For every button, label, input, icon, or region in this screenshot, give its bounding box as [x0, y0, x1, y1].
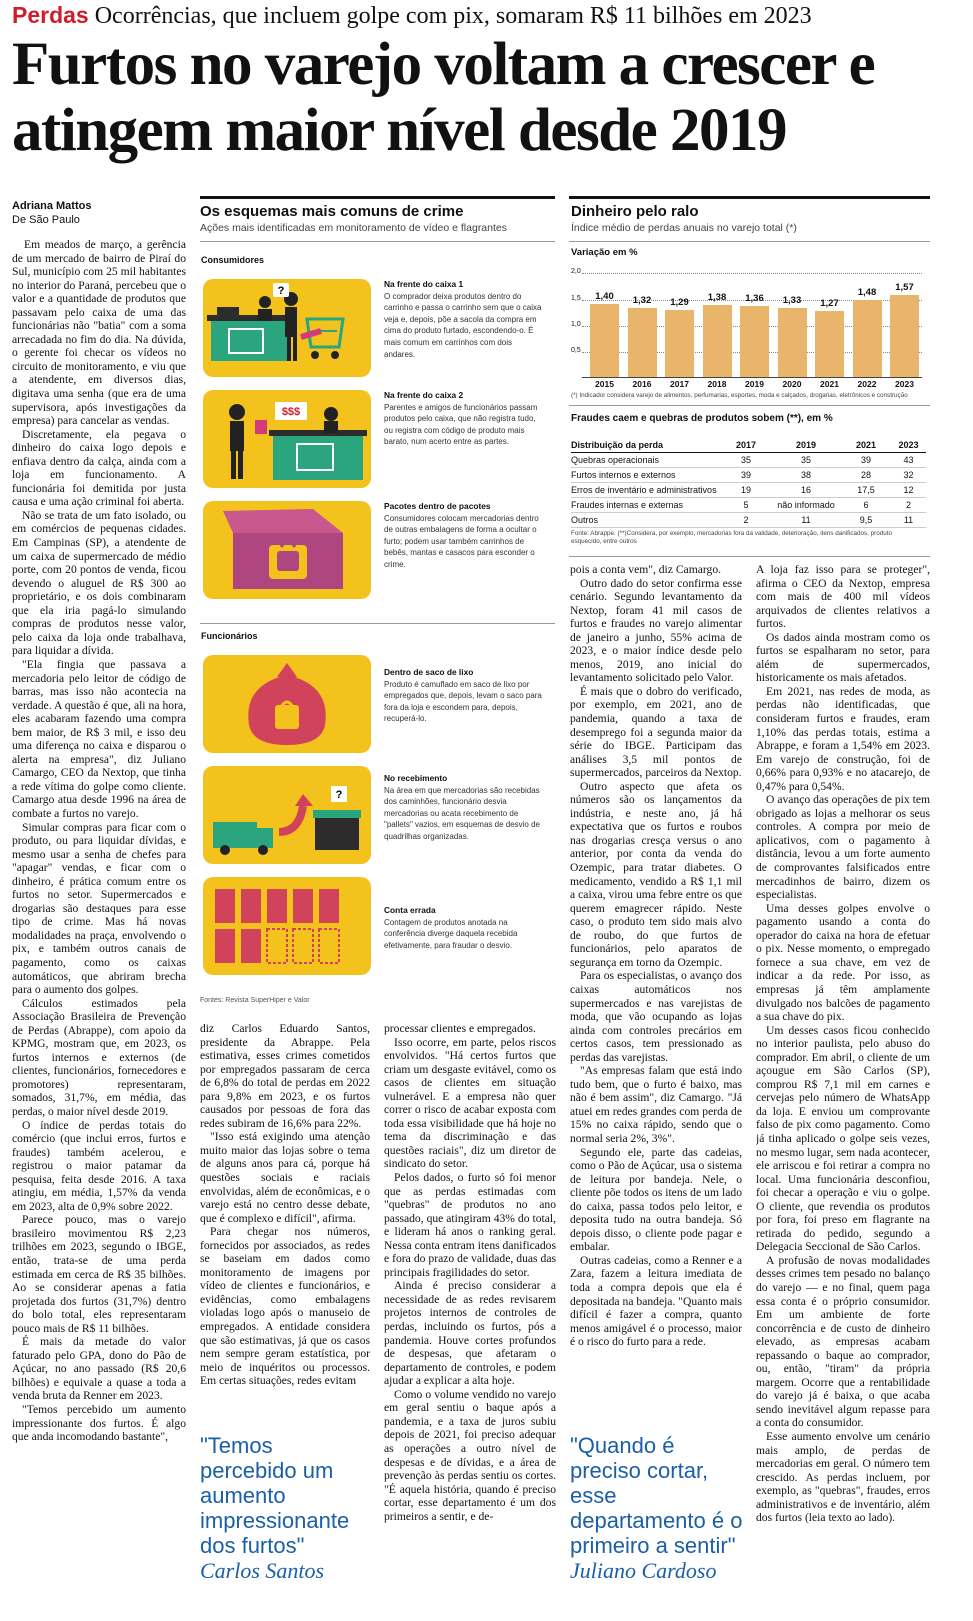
item-text — [384, 501, 544, 571]
table-cell: 2 — [891, 498, 926, 513]
table-cell: Erros de inventário e administrativos — [571, 483, 721, 498]
item-text — [384, 667, 544, 725]
item-text — [384, 905, 544, 951]
bar-2016 — [628, 308, 657, 377]
table-cell: 39 — [721, 468, 771, 483]
table-cell: Outros — [571, 513, 721, 528]
bar-2018 — [703, 305, 732, 377]
bar-value-label: 1,29 — [670, 296, 689, 308]
table-row — [571, 498, 926, 513]
table-cell: 39 — [841, 453, 891, 468]
byline-author: Adriana Mattos — [12, 200, 92, 212]
item-description: Contagem de produtos anotada na conferência diverge daquela recebida efetivamente, para fraudar o desvio. — [384, 917, 518, 950]
bar-2023 — [890, 295, 919, 377]
bar-value-label: 1,57 — [895, 282, 914, 294]
paragraph: A profusão de novas modalidades desses crimes tem pesado no balanço do varejo — e no final, quem paga essa conta é o próprio consumidor. Em um ambiente de forte concorrência e de custo de dinheiro elevado, as empresas acabam repassando o baque ao comprador, ou, então, "tiram" da própria margem. Ocorre que a rentabilidade do varejo já é baixa, o que acaba sendo inevitável algum repasse para a conta do consumidor. — [756, 1253, 930, 1430]
bar-value-label: 1,48 — [857, 287, 877, 299]
item-text — [384, 390, 544, 448]
rubric — [12, 0, 962, 31]
pull-quote — [570, 1433, 750, 1583]
paragraph: Para chegar nos números, fornecidos por associados, as redes se baseiam em dados como monitoramento de imagens por vídeo de clientes e funcionários, e evidências, como embalagens violadas logo após o manuseio de empregados. A entidade considera que são estimativas, já que os casos nem sempre geram estatística, por meio de inquéritos ou processos. Em certas situações, redes evitam — [200, 1225, 370, 1388]
x-tick-label: 2023 — [895, 379, 914, 389]
bar-value-label: 1,32 — [632, 295, 652, 307]
chart-top-rule — [569, 196, 930, 199]
table-cell: 28 — [841, 468, 891, 483]
item-title: Na frente do caixa 2 — [384, 390, 464, 400]
byline-place: De São Paulo — [12, 214, 80, 226]
paragraph: diz Carlos Eduardo Santos, presidente da Abrappe. Pela estimativa, esses crimes cometidos por empregados passaram de cerca de 6,8% do total de perdas em 2022 para 9,8% em 2023, e os furtos causados por pessoas de fora das redes subiram de 16,6% para 22%. — [200, 1022, 370, 1130]
paragraph: O índice de perdas totais do comércio (que inclui erros, furtos e fraudes) também acelerou, e registrou o maior patamar da pesquisa, feita desde 2016. A taxa atingiu, em média, 1,57% da venda em 2023, alta de 0,9% sobre 2022. — [12, 1118, 186, 1213]
bar-2019 — [740, 306, 769, 377]
item-description: Consumidores colocam mercadorias dentro de outras embalagens de forma a ocultar o furto; podem usar também carrinhos de bebês, mantas e casacos para esconder o crime. — [384, 513, 539, 569]
section-consumidores: Consumidores — [201, 255, 265, 265]
x-tick-label: 2018 — [707, 379, 727, 389]
pull-quote-author: Carlos Santos — [200, 1558, 325, 1583]
headline: Furtos no varejo voltam a crescer e atingem maior nível desde 2019 — [12, 31, 875, 164]
section-funcionarios: Funcionários — [201, 631, 258, 641]
infographic-top-rule — [200, 196, 555, 199]
bar-value-label: 1,40 — [595, 291, 614, 303]
question-mark: ? — [335, 789, 343, 801]
paragraph: Como o volume vendido no varejo em geral sentiu o baque após a pandemia, e a taxa de juros subiu depois de 2021, foi preciso adequar as operações a outro nível de despesas e de dívidas, e a área de prevenção às perdas sentiu os cortes. "É aquela história, quando é preciso cortar, esse departamento é um dos primeiros a sentir, e de- — [384, 1387, 556, 1523]
paragraph: Em meados de março, a gerência de um mercado de bairro de Piraí do Sul, município com 25 mil habitantes no interior do Paraná, percebeu que o valor e a quantidade de produtos que passavam pelo caixa de uma das funcionárias não "batia" com a soma arrecadada no fim do dia. Na dúvida, o gerente foi checar os vídeos no circuito de monitoramento, e viu que a atendente, em diversos dias, digitava uma senha (que era de uma supervisora, após investigações da empresa) para cancelar as vendas. — [12, 238, 186, 428]
body-column-2 — [200, 1022, 370, 1432]
x-tick-label: 2019 — [745, 379, 764, 389]
pull-quote-author: Juliano Cardoso — [570, 1558, 717, 1583]
table-cell: 35 — [721, 453, 771, 468]
paragraph: "Ela fingia que passava a mercadoria pelo leitor de código de barras, mas isso não acontecia na verdade. A questão é que, ali na hora, eles acabaram fazendo uma compra bem maior, de R$ 3 mil, e isso deu uma diferença no caixa e disparou o alerta na empresa", diz Juliano Camargo, CEO da Nextop, que tinha a rede vítima do golpe como cliente. Camargo atua desde 1996 na área de combate a furtos no varejo. — [12, 657, 186, 820]
paragraph: Para os especialistas, o avanço dos caixas automáticos nos supermercados e nas varejistas de moda, que vão ocupando as lojas ainda com controles precários em certos casos, tem pressionado as perdas das varejistas. — [570, 969, 742, 1064]
loss-table — [571, 438, 926, 528]
paragraph: Não se trata de um fato isolado, ou em comércios de pequenas cidades. Em Campinas (SP), a atendente de um caixa de supermercado de médio porte, com 20 pontos de venda, ficou devendo o aluguel de R$ 300 ao proprietário, e os dois combinaram que ela iria pagá-lo simulando compras de produtos nesse valor, pelo caixa da loja onde trabalhava, para liquidar a dívida. — [12, 508, 186, 658]
paragraph: Simular compras para ficar com o produto, ou para liquidar dívidas, e mesmo usar a senha de chefes para "apagar" vendas, e ficar com o dinheiro, é prática comum entre os furtos no setor. Supermercados e drogarias são destaques para esse tipo de crime. Mas há novas modalidades na praça, envolvendo o pix, e também outros canais de pagamento, como os caixas automáticos, que abriram brecha para o aumento dos golpes. — [12, 820, 186, 997]
paragraph: Segundo ele, parte das cadeias, como o Pão de Açúcar, usa o sistema de leitura por bandeja. Nele, o cliente põe todos os itens de um lado do caixa, passa todos pelo leitor, e deposita tudo na outra bandeja. Só depois disso, o cliente pode pagar e embalar. — [570, 1145, 742, 1254]
divider — [569, 241, 930, 242]
bar-value-label: 1,27 — [820, 297, 839, 309]
table-header: 2019 — [771, 438, 841, 453]
divider — [569, 556, 930, 557]
bar-2022 — [853, 300, 882, 377]
y-tick: 2,0 — [571, 268, 581, 275]
item-title: Dentro de saco de lixo — [384, 667, 474, 677]
illustration-truck-receiving — [203, 766, 371, 864]
x-tick-label: 2015 — [595, 379, 614, 389]
rubric-text: Ocorrências, que incluem golpe com pix, somaram R$ 11 bilhões em 2023 — [94, 3, 812, 29]
chart-note: (*) Indicador considera varejo de alimentos, perfumarias, esportes, moda e calçados, drogarias, eletrônicos e construção — [571, 392, 908, 399]
illustration-inventory-boxes — [203, 877, 371, 975]
infographic-source: Fontes: Revista SuperHiper e Valor — [200, 997, 310, 1004]
item-description: O comprador deixa produtos dentro do carrinho e passa o carrinho sem que o caixa veja e, depois, põe a sacola da compra em cima do produto furtado, escondendo-o. É mais comum em carrinhos com dois andares. — [384, 291, 542, 359]
table-cell: 11 — [891, 513, 926, 528]
rubric-tag: Perdas — [12, 2, 89, 28]
table-header: 2017 — [721, 438, 771, 453]
paragraph: Cálculos estimados pela Associação Brasileira de Prevenção de Perdas (Abrappe), com apoio da KPMG, mostram que, em 2023, os furtos internos e externos (de clientes, funcionários, fornecedores e promotores) representaram, somados, 31,7%, em média, das perdas, o maior nível desde 2019. — [12, 996, 186, 1118]
table-header: 2021 — [841, 438, 891, 453]
pull-quote-text: "Temos percebido um aumento impressionante dos furtos" — [200, 1433, 350, 1558]
chart-title: Dinheiro pelo ralo — [571, 203, 699, 220]
table-cell: 43 — [891, 453, 926, 468]
paragraph: Esse aumento envolve um cenário mais amplo, de perdas de mercadorias em geral. O número tem crescido. As perdas incluem, por exemplo, as "quebras", fraudes, erros administrativos e de inventário, além dos furtos (leia texto ao lado). — [756, 1430, 930, 1525]
bar-value-label: 1,38 — [707, 292, 727, 304]
x-tick-label: 2016 — [632, 379, 652, 389]
byline — [12, 199, 91, 227]
x-tick-label: 2017 — [670, 379, 689, 389]
illustration-checkout-accomplice — [203, 390, 371, 488]
item-description: Produto é camuflado em saco de lixo por empregados que, depois, levam o saco para fora da loja e escondem para, depois, recuperá-lo. — [384, 679, 542, 724]
body-column-4 — [570, 563, 742, 1433]
bar-2015 — [590, 304, 619, 377]
table-cell: 12 — [891, 483, 926, 498]
table-cell: 38 — [771, 468, 841, 483]
table-cell: 5 — [721, 498, 771, 513]
table-header: 2023 — [891, 438, 926, 453]
x-tick-label: 2022 — [857, 379, 877, 389]
illustration-checkout-cart — [203, 279, 371, 377]
body-column-5 — [756, 563, 930, 1618]
paragraph: Em 2021, nas redes de moda, as perdas não identificadas, que consideram furtos e fraudes, eram 1,10% das perdas totais, estima a Abrappe, e foram a 1,54% em 2023. Em varejo de construção, foi de 0,66% para 0,93% e no atacarejo, de 0,47% para 0,54%. — [756, 684, 930, 793]
table-cell: 35 — [771, 453, 841, 468]
table-header-row — [571, 438, 926, 453]
chart-ylabel: Variação em % — [571, 247, 638, 258]
paragraph: Outro dado do setor confirma esse cenário. Segundo levantamento da Nextop, foram 41 mil casos de furtos e fraudes no varejo alimentar de janeiro a junho, 55% acima de 2023, e o maior índice desde pelo menos, 2019, ano inicial do levantamento solicitado pelo Valor. — [570, 576, 742, 685]
table-title: Fraudes caem e quebras de produtos sobem (**), em % — [571, 413, 833, 424]
paragraph: Um desses casos ficou conhecido no interior paulista, pelo abuso do comprador. Em abril, o cliente de um açougue em São Carlos (SP), comprou R$ 7,1 mil em carnes e cervejas pelo número de WhatsApp da loja. E enviou um comprovante falso de pix como pagamento. Como já tinha aplicado o golpe seis vezes, no mesmo lugar, sem nada acontecer, ele arriscou e foi retirar a compra no local. Uma funcionária desconfiou, foi checar a operação e viu o golpe. O cliente, que revendia os produtos por fora, foi preso em flagrante na retirada do pedido, segundo a Delegacia Seccional de São Carlos. — [756, 1023, 930, 1254]
bar-value-label: 1,36 — [745, 293, 764, 305]
table-row — [571, 513, 926, 528]
table-cell: 17,5 — [841, 483, 891, 498]
table-cell: 32 — [891, 468, 926, 483]
item-title: Na frente do caixa 1 — [384, 279, 464, 289]
divider — [200, 623, 555, 624]
divider — [569, 405, 930, 406]
paragraph: Os dados ainda mostram como os furtos se espalharam no setor, para além de supermercados, historicamente os mais afetados. — [756, 630, 930, 685]
table-cell: Quebras operacionais — [571, 453, 721, 468]
pull-quote — [200, 1433, 375, 1583]
item-title: Pacotes dentro de pacotes — [384, 501, 491, 511]
paragraph: Isso ocorre, em parte, pelos riscos envolvidos. "Há certos furtos que criam um desgaste evitável, como os casos de clientes em situação vulnerável. E a empresa não quer correr o risco de acabar exposta com toda essa visibilidade que há hoje no tema da discriminação e das questões raciais", diz um diretor de sindicato do setor. — [384, 1035, 556, 1171]
paragraph: Discretamente, ela pegava o dinheiro do caixa logo depois e enfiava dentro da calça, ainda com a loja em funcionamento. A funcionária foi demitida por justa causa e uma ação criminal foi aberta. — [12, 427, 186, 509]
table-header: Distribuição da perda — [571, 438, 721, 453]
item-title: Conta errada — [384, 905, 436, 915]
chart-subtitle: Índice médio de perdas anuais no varejo total (*) — [571, 222, 797, 234]
infographic-title: Os esquemas mais comuns de crime — [200, 203, 464, 220]
table-cell: não informado — [771, 498, 841, 513]
gridline — [582, 273, 922, 274]
bar-2021 — [815, 311, 844, 377]
bar-2020 — [778, 308, 807, 377]
item-description: Na área em que mercadorias são recebidas dos caminhões, funcionário desvia mercadorias ou acata recebimento de "pallets" vazios, em esquemas de desvio de quadrilhas organizadas. — [384, 785, 540, 841]
paragraph: Outras cadeias, como a Renner e a Zara, fazem a leitura imediata de toda a compra depois que ela é depositada na bandeja. "Quanto mais difícil é fazer a compra, quanto menos amigável é o processo, maior é o risco do furto para a rede. — [570, 1253, 742, 1349]
x-tick-label: 2021 — [820, 379, 839, 389]
paragraph: A loja faz isso para se proteger", afirma o CEO da Nextop, empresa com mais de 400 mil vídeos arquivados de clientes relativos a furtos. — [756, 563, 930, 631]
item-description: Parentes e amigos de funcionários passam produtos pelo caixa, que não registra tudo, ou registra com código de produto mais barato, num acerto entre as partes. — [384, 402, 538, 447]
bar-value-label: 1,33 — [782, 294, 802, 306]
table-cell: 6 — [841, 498, 891, 513]
price-tag: $$$ — [281, 406, 301, 418]
paragraph: "Isso está exigindo uma atenção muito maior das lojas sobre o tema de alguns anos para cá, porque há questões sociais e raciais envolvidas, além de econômicas, e o varejo está no centro desse debate, que é complexo e difícil", afirma. — [200, 1130, 370, 1225]
divider — [200, 241, 555, 242]
x-axis — [582, 377, 922, 378]
paragraph: Uma desses golpes envolve o pagamento usando a conta do operador do caixa na hora de efetuar o pix. Nesse momento, o empregado fornece a sua chave, em vez de indicar a da rede. Por isso, as empresas já têm amplamente divulgado nos balcões de pagamento a sua chave do pix. — [756, 901, 930, 1024]
paragraph: Pelos dados, o furto só foi menor que as perdas estimadas com "quebras" de produtos no ano passado, que atingiram 43% do total, e lideram há anos o ranking geral. Nessa conta entram itens danificados e fora do prazo de validade, duas das principais fragilidades do setor. — [384, 1171, 556, 1279]
table-cell: Fraudes internas e externas — [571, 498, 721, 513]
paragraph: processar clientes e empregados. — [384, 1022, 536, 1035]
illustration-package — [203, 501, 371, 599]
paragraph: O avanço das operações de pix tem obrigado as lojas a melhorar os seus controles. A compra por meio de aplicativos, com o pagamento à distância, levou a um forte aumento de comprovantes falsificados entre mercadinhos de bairro, dizem os especialistas. — [756, 793, 930, 902]
y-tick: 1,5 — [571, 295, 581, 302]
illustration-trash-bag — [203, 655, 371, 753]
paragraph: É mais que o dobro do verificado, por exemplo, em 2021, ano de pandemia, quando a taxa de desemprego foi a segunda maior da série do IBGE. Participam das análises 3,5 mil pontos de supermercados, parceiros da Nextop. — [570, 684, 742, 780]
infographic-subtitle: Ações mais identificadas em monitoramento de vídeo e flagrantes — [200, 222, 507, 234]
paragraph: Outro aspecto que afeta os números são os lançamentos da indústria, e neste ano, já há expectativa que os furtos e roubos nas drogarias cresça versus o ano anterior, por conta da venda do Ozempic, para tratar diabetes. O medicamento, vendido a R$ 1,1 mil a caixa, virou uma febre entre os que querem emagrecer rápido. Neste caso, o produto tem sido mais alvo de roubo, do que furtos de funcionários, pelo aparatos de segurança em torno da Ozempic. — [570, 779, 742, 969]
paragraph: Ainda é preciso considerar a necessidade de as redes revisarem projetos internos de controles de perdas, incluindo os furtos, pós a pandemia. Houve cortes profundos de despesas, que afetaram o departamento de controles, e podem ajudar a explicar a alta hoje. — [384, 1279, 556, 1388]
table-row — [571, 483, 926, 498]
pull-quote-text: "Quando é preciso cortar, esse departamento é o primeiro a sentir" — [570, 1433, 743, 1558]
paragraph: "Temos percebido um aumento impressionante dos furtos. É algo que anda incomodando bastante", — [12, 1403, 186, 1444]
x-tick-label: 2020 — [782, 379, 802, 389]
table-cell: 16 — [771, 483, 841, 498]
table-cell: 2 — [721, 513, 771, 528]
bar-2017 — [665, 310, 694, 377]
paragraph: Parece pouco, mas o varejo brasileiro movimentou R$ 2,23 trilhões em 2023, segundo o IBGE, então, trata-se de uma perda estimada em cerca de R$ 35 bilhões. Ao se considerar apenas a fatia projetada dos furtos (31,7%) dentro do bolo total, eles representaram pouco mais de R$ 11 bilhões. — [12, 1213, 186, 1335]
paragraph: É mais da metade do valor faturado pelo GPA, dono do Pão de Açúcar, no ano passado (R$ 20,6 bilhões) e equivale a quase a toda a venda bruta da Renner em 2023. — [12, 1335, 186, 1403]
table-cell: Furtos internos e externos — [571, 468, 721, 483]
y-tick: 0,5 — [571, 347, 581, 354]
table-row — [571, 453, 926, 468]
item-title: No recebimento — [384, 773, 448, 783]
table-row — [571, 468, 926, 483]
body-column-1 — [12, 238, 186, 1618]
table-cell: 19 — [721, 483, 771, 498]
table-cell: 9,5 — [841, 513, 891, 528]
item-text — [384, 773, 544, 843]
body-column-3 — [384, 1022, 556, 1612]
question-mark: ? — [277, 285, 285, 297]
y-tick: 1,0 — [571, 321, 581, 328]
table-note: Fonte: Abrappe. (**)Considera, por exemplo, mercadorias fora da validade, deterioração, itens danificados, produto esquecido, entre outros — [571, 530, 892, 545]
paragraph: "As empresas falam que está indo tudo bem, que o furto é baixo, mas não é bem assim", diz Camargo. "Já atuei em redes grandes com perda de 15% no caixa rápido, sendo que o normal seria 2%, 3%". — [570, 1064, 742, 1145]
table-cell: 11 — [771, 513, 841, 528]
paragraph: pois a conta vem", diz Camargo. — [570, 563, 722, 576]
item-text — [384, 279, 544, 360]
